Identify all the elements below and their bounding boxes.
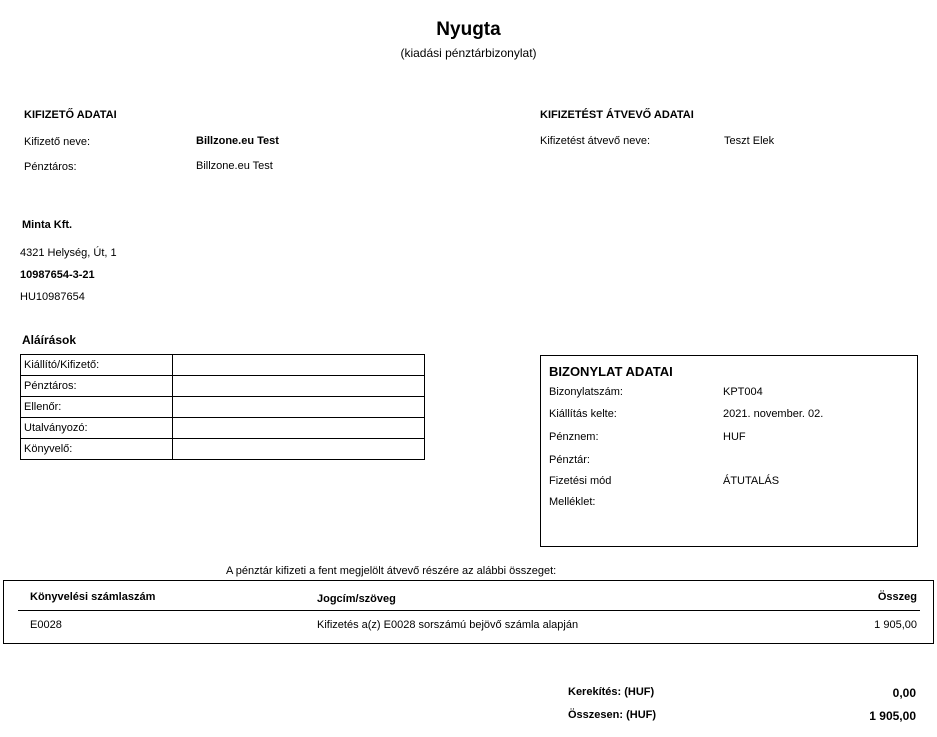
signature-row [21, 418, 425, 439]
document-details-heading: BIZONYLAT ADATAI [549, 364, 673, 379]
currency-label: Pénznem: [549, 431, 599, 443]
payer-heading: KIFIZETŐ ADATAI [24, 109, 117, 121]
attachment-label: Melléklet: [549, 496, 596, 508]
header-title: Jogcím/szöveg [317, 593, 396, 605]
signature-field [173, 418, 425, 439]
items-table [3, 580, 934, 644]
row-amount: 1 905,00 [874, 619, 917, 631]
company-tax-number: 10987654-3-21 [20, 269, 95, 281]
recipient-name-label: Kifizetést átvevő neve: [540, 135, 651, 147]
company-address: 4321 Helység, Út, 1 [20, 247, 117, 259]
payment-statement: A pénztár kifizeti a fent megjelölt átvevő részére az alábbi összeget: [226, 565, 557, 577]
document-subtitle: (kiadási pénztárbizonylat) [400, 46, 537, 60]
total-label: Összesen: (HUF) [568, 709, 657, 721]
signature-field [173, 439, 425, 460]
payment-method-value: ÁTUTALÁS [723, 475, 780, 487]
cashier-value: Billzone.eu Test [196, 160, 273, 172]
header-amount: Összeg [877, 591, 917, 603]
payer-name-label: Kifizető neve: [24, 136, 91, 148]
issue-date-label: Kiállítás kelte: [549, 408, 617, 420]
signature-label: Utalványozó: [21, 418, 173, 439]
row-title: Kifizetés a(z) E0028 sorszámú bejövő számla alapján [317, 619, 579, 631]
payer-name-value: Billzone.eu Test [196, 135, 279, 147]
signature-row [21, 439, 425, 460]
signature-field [173, 355, 425, 376]
signature-field [173, 397, 425, 418]
document-details-box [540, 355, 918, 547]
recipient-heading: KIFIZETÉST ÁTVEVŐ ADATAI [540, 109, 694, 121]
company-eu-tax-number: HU10987654 [20, 291, 85, 303]
currency-value: HUF [723, 431, 746, 443]
doc-number-value: KPT004 [723, 386, 763, 398]
signature-label: Könyvelő: [21, 439, 173, 460]
signature-label: Pénztáros: [21, 376, 173, 397]
recipient-name-value: Teszt Elek [724, 135, 775, 147]
document-title: Nyugta [436, 19, 501, 40]
signature-field [173, 376, 425, 397]
total-value: 1 905,00 [869, 709, 916, 723]
cash-register-label: Pénztár: [549, 454, 590, 466]
signatures-table [20, 354, 425, 460]
header-divider [18, 610, 920, 611]
signature-label: Ellenőr: [21, 397, 173, 418]
signature-row [21, 355, 425, 376]
doc-number-label: Bizonylatszám: [549, 386, 623, 398]
rounding-value: 0,00 [892, 686, 916, 700]
signatures-heading: Aláírások [22, 333, 77, 347]
signature-row [21, 376, 425, 397]
cashier-label: Pénztáros: [24, 161, 77, 173]
rounding-label: Kerekítés: (HUF) [568, 686, 655, 698]
signature-label: Kiállító/Kifizető: [21, 355, 173, 376]
payment-method-label: Fizetési mód [549, 475, 612, 487]
header-account: Könyvelési számlaszám [30, 591, 156, 603]
company-name: Minta Kft. [22, 219, 73, 231]
signature-row [21, 397, 425, 418]
issue-date-value: 2021. november. 02. [723, 408, 824, 420]
row-account: E0028 [30, 619, 62, 631]
